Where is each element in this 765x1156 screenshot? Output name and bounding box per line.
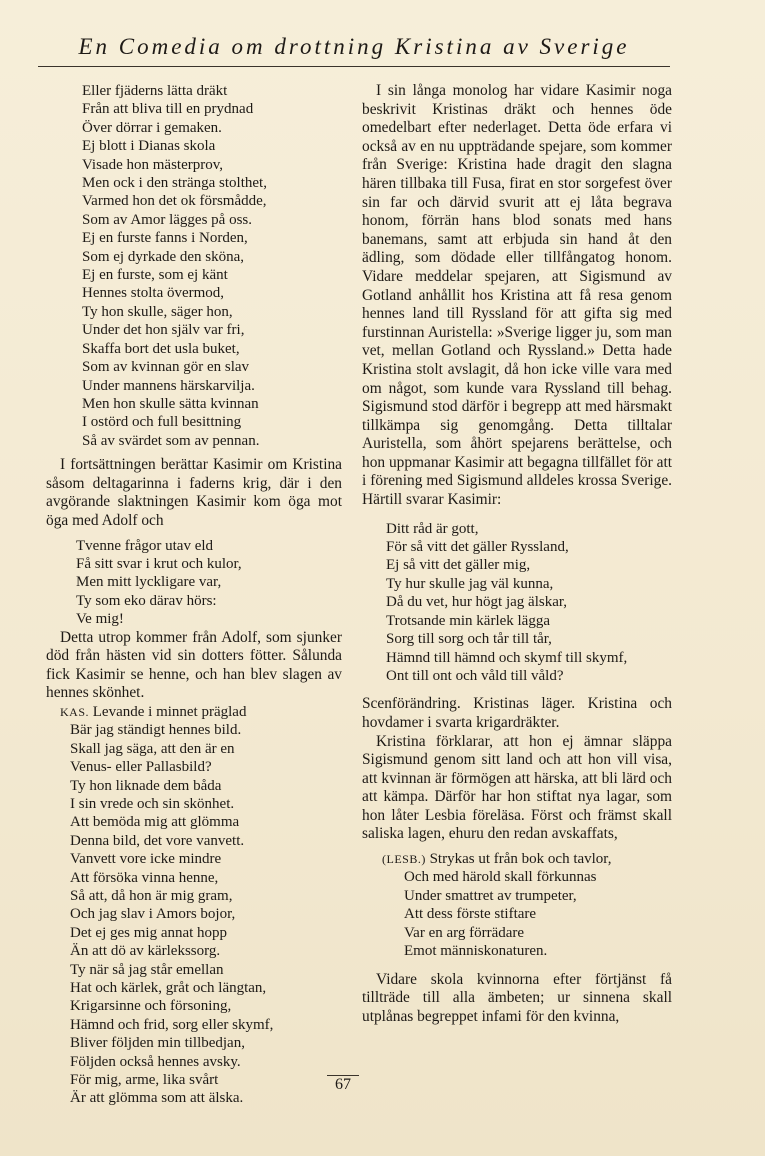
verse-line: Hat och kärlek, gråt och längtan, [70, 980, 267, 996]
verse-line: Så att, då hon är mig gram, [70, 887, 233, 904]
prose-paragraph: Detta utrop kommer från Adolf, som sjunker död från hästen vid sin dotters fötter. Sålunda fick Kasimir se henne, och han blev slagen av hennes skönhet. [46, 628, 342, 702]
verse-line: Ditt råd är gott, [386, 520, 479, 537]
verse-line: Tvenne frågor utav eld [76, 537, 214, 554]
speaker-label: KAS. [60, 704, 90, 719]
verse-line: Krigarsinne och försoning, [70, 998, 232, 1015]
verse-line: Bliver följden min tillbedjan, [70, 1035, 245, 1052]
verse-line: Ty hon liknade dem båda [70, 777, 222, 794]
verse-line: Emot människonaturen. [404, 943, 548, 960]
verse-line: Få sitt svar i krut och kulor, [76, 555, 242, 572]
prose-paragraph: Scenförändring. Kristinas läger. Kristina och hovdamer i svarta krigardräkter. [362, 695, 672, 731]
verse-line: För mig, arme, lika svårt [70, 1072, 219, 1089]
verse-line: Än att dö av kärlekssorg. [70, 943, 221, 960]
verse-line: I ostörd och full besittning [82, 414, 242, 431]
verse-line: Är att glömma som att älska. [70, 1090, 244, 1107]
verse-line: (LESB.) Strykas ut från bok och tavlor, [382, 851, 612, 868]
verse-line: Venus- eller Pallasbild? [70, 759, 212, 776]
speaker-label: (LESB.) [382, 852, 426, 867]
verse-line: Som av kvinnan gör en slav [82, 359, 250, 376]
verse-line: Ej en furste, som ej känt [82, 267, 228, 284]
header-rule [38, 66, 670, 67]
verse-line: Eller fjäderns lätta dräkt [82, 83, 228, 99]
verse-line: Och med härold skall förkunnas [404, 869, 597, 886]
verse-line: I sin vrede och sin skönhet. [70, 795, 235, 812]
verse-line: Ej en furste fanns i Norden, [82, 230, 248, 247]
verse-line: Under mannens härskarvilja. [82, 377, 255, 394]
verse-block-2 [46, 537, 342, 629]
verse-line: Hämnd till hämnd och skymf till skymf, [386, 649, 628, 666]
verse-block-1 [46, 82, 342, 450]
verse-line: Hämnd och frid, sorg eller skymf, [70, 1016, 274, 1033]
verse-line: Och jag slav i Amors bojor, [70, 906, 236, 923]
verse-line: För så vitt det gäller Ryssland, [386, 539, 569, 556]
verse-line: Skall jag säga, att den är en [70, 740, 235, 757]
verse-line: Så av svärdet som av pennan. [82, 432, 260, 449]
verse-line: Ont till ont och våld till våld? [386, 667, 564, 684]
verse-line: Bär jag ständigt hennes bild. [70, 722, 242, 739]
verse-line: Hennes stolta övermod, [82, 285, 225, 302]
verse-line: Att bemöda mig att glömma [70, 814, 240, 831]
verse-line: Under det hon själv var fri, [82, 322, 245, 339]
verse-line: Som av Amor lägges på oss. [82, 211, 252, 228]
prose-paragraph: I fortsättningen berättar Kasimir om Kristina såsom deltagarinna i faderns krig, där i den avgörande slaktningen Kasimir kom öga mot öga med Adolf och [46, 456, 342, 529]
verse-line: Men mitt lyckligare var, [76, 574, 222, 591]
verse-line: Då du vet, hur högt jag älskar, [386, 594, 568, 611]
running-header: En Comedia om drottning Kristina av Sverige [78, 34, 630, 59]
verse-line: Trotsande min kärlek lägga [386, 612, 550, 629]
verse-block-3-cont [46, 721, 342, 1108]
verse-line: Ty som eko därav hörs: [76, 592, 217, 609]
verse-line: Över dörrar i gemaken. [82, 119, 222, 136]
verse-line: Skaffa bort det usla buket, [82, 340, 240, 357]
verse-line: Ej blott i Dianas skola [82, 138, 216, 155]
verse-block-5-cont [362, 868, 672, 960]
verse-line: Följden också hennes avsky. [70, 1053, 241, 1070]
verse-line: Men hon skulle sätta kvinnan [82, 395, 259, 412]
verse-line: Denna bild, det vore vanvett. [70, 832, 245, 849]
verse-line: Var en arg förrädare [404, 924, 525, 941]
prose-paragraph: Vidare skola kvinnorna efter förtjänst få tillträde till alla ämbeten; ur sinnena skall utplånas begreppet infami för den kvinna, [362, 970, 672, 1025]
verse-line: Att försöka vinna henne, [70, 869, 219, 886]
verse-line: KAS. Levande i minnet präglad [60, 703, 247, 720]
verse-line: Sorg till sorg och tår till tår, [386, 631, 552, 648]
verse-block-5 [362, 850, 672, 868]
verse-line: Det ej ges mig annat hopp [70, 924, 228, 941]
prose-paragraph: I sin långa monolog har vidare Kasimir noga beskrivit Kristinas dräkt och hennes öde omedelbart efter nederlaget. Detta öde erfara vi också av en nu uppträdande spejare, som kommer från Sverige: Kristina hade dragit den slagna hären tillbaka till Fusa, firat en stor sorgefest över sin far och därvid svurit att ej låta begrava honom, förrän hans blod sonats med hans banemans, samt att erbjuda sin hand åt den ädling, som dödade eller tillfångatog honom. Vidare meddelar spejaren, att Sigismund av Gotland anhållit hos Kristina att få resa genom hennes land till Ryssland för att gifta sig med furstinnan Auristella: »Sverige ligger ju, som man vet, mellan Gotland och Ryssland.» Detta hade Kristina stolt avslagit, då hon icke ville vara med om något, som kunde vara Ryssland till behag. Sigismund stod därför i begrepp att med härsmakt tillkämpa sig genomgång. Detta tilltalar Auristella, som åhört spejarens berättelse, och hon uppmanar Kasimir att begagna tillfället för att i förening med Sigismund alldeles krossa Sverige. Härtill svarar Kasimir: [362, 82, 672, 509]
verse-line: Men ock i den stränga stolthet, [82, 175, 267, 192]
verse-line: Ej så vitt det gäller mig, [386, 557, 531, 574]
verse-line: Från att bliva till en prydnad [82, 101, 254, 118]
verse-line: Vanvett vore icke mindre [70, 851, 222, 868]
left-column [46, 82, 342, 1108]
verse-line: Som ej dyrkade den sköna, [82, 248, 245, 265]
verse-line: Visade hon mästerprov, [82, 156, 224, 173]
verse-line: Ty när så jag står emellan [70, 961, 224, 978]
verse-block-4 [362, 520, 672, 686]
verse-line: Under smattret av trumpeter, [404, 887, 577, 904]
verse-block-3 [46, 703, 342, 721]
prose-paragraph: Kristina förklarar, att hon ej ämnar släppa Sigismund genom sitt land och att hon vill visa, att kvinnan är förmögen att härska, att bli lärd och att kämpa. Därför har hon stiftat nya lagar, som hon låter Lesbia föreläsa. Först och främst skall saliska lagen, ehuru den redan avskaffats, [362, 732, 672, 843]
page-number: 67 [335, 1076, 351, 1093]
verse-line: Ty hon skulle, säger hon, [82, 303, 233, 320]
verse-line: Ty hur skulle jag väl kunna, [386, 575, 554, 592]
verse-line: Varmed hon det ok försmådde, [82, 193, 267, 210]
verse-line: Ve mig! [76, 611, 124, 628]
right-column [362, 82, 672, 1026]
verse-line: Att dess förste stiftare [404, 906, 537, 923]
